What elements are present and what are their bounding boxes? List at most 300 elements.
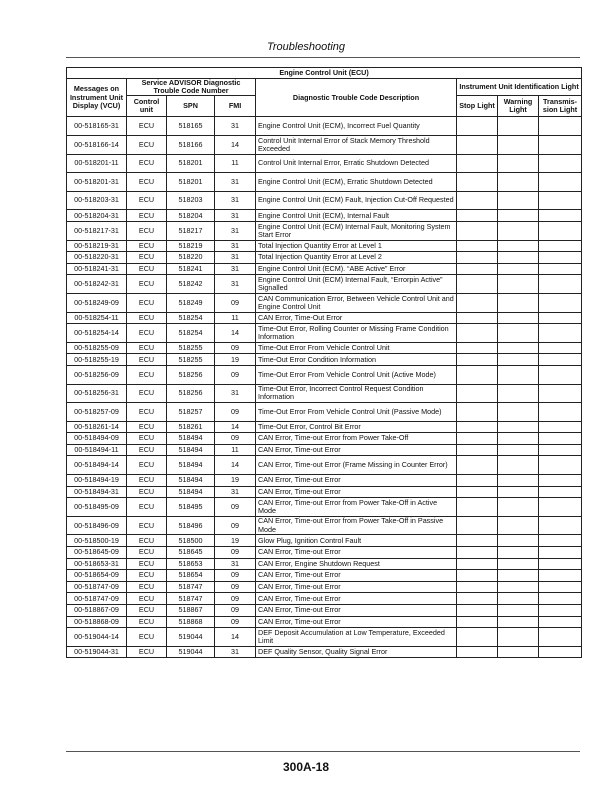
cell-fmi: 11 (215, 444, 256, 456)
cell-transmission-light (539, 136, 582, 155)
cell-stop-light (457, 433, 498, 445)
cell-message-code: 00-518747-09 (67, 581, 127, 593)
cell-warning-light (498, 433, 539, 445)
table-row (67, 456, 582, 475)
cell-spn: 518165 (167, 117, 215, 136)
cell-stop-light (457, 558, 498, 570)
table-row (67, 191, 582, 210)
cell-stop-light (457, 616, 498, 628)
table-row (67, 324, 582, 343)
cell-fmi: 31 (215, 558, 256, 570)
cell-message-code: 00-518219-31 (67, 240, 127, 252)
cell-stop-light (457, 293, 498, 312)
header-control-unit: Control unit (127, 96, 167, 117)
cell-stop-light (457, 486, 498, 498)
cell-warning-light (498, 324, 539, 343)
cell-warning-light (498, 628, 539, 647)
cell-stop-light (457, 154, 498, 173)
header-advisor-group: Service ADVISOR Diagnostic Trouble Code Number (127, 79, 256, 96)
cell-warning-light (498, 403, 539, 422)
cell-control-unit: ECU (127, 616, 167, 628)
cell-transmission-light (539, 444, 582, 456)
table-row (67, 581, 582, 593)
cell-spn: 518496 (167, 516, 215, 535)
table-row (67, 444, 582, 456)
cell-description: CAN Error, Time-out Error from Power Take-Off in Passive Mode (256, 516, 457, 535)
cell-description: CAN Error, Time-out Error (256, 593, 457, 605)
cell-message-code: 00-518254-11 (67, 312, 127, 324)
cell-warning-light (498, 421, 539, 433)
cell-stop-light (457, 421, 498, 433)
cell-control-unit: ECU (127, 154, 167, 173)
cell-fmi: 09 (215, 605, 256, 617)
cell-control-unit: ECU (127, 275, 167, 294)
cell-control-unit: ECU (127, 558, 167, 570)
cell-fmi: 09 (215, 516, 256, 535)
cell-transmission-light (539, 312, 582, 324)
cell-spn: 519044 (167, 646, 215, 658)
cell-transmission-light (539, 646, 582, 658)
table-row (67, 136, 582, 155)
cell-stop-light (457, 498, 498, 517)
cell-transmission-light (539, 293, 582, 312)
header-messages: Messages on Instrument Unit Display (VCU) (67, 79, 127, 117)
cell-stop-light (457, 384, 498, 403)
cell-message-code: 00-518257-09 (67, 403, 127, 422)
cell-message-code: 00-518496-09 (67, 516, 127, 535)
cell-warning-light (498, 221, 539, 240)
cell-control-unit: ECU (127, 444, 167, 456)
cell-warning-light (498, 646, 539, 658)
cell-transmission-light (539, 581, 582, 593)
cell-stop-light (457, 581, 498, 593)
cell-transmission-light (539, 421, 582, 433)
cell-description: CAN Error, Time-out Error (Frame Missing in Counter Error) (256, 456, 457, 475)
cell-transmission-light (539, 628, 582, 647)
cell-message-code: 00-518261-14 (67, 421, 127, 433)
cell-fmi: 14 (215, 324, 256, 343)
cell-message-code: 00-518495-09 (67, 498, 127, 517)
cell-stop-light (457, 191, 498, 210)
cell-message-code: 00-518653-31 (67, 558, 127, 570)
cell-fmi: 09 (215, 547, 256, 559)
cell-description: Engine Control Unit (ECM). “ABE Active” Error (256, 263, 457, 275)
cell-spn: 518219 (167, 240, 215, 252)
table-body (67, 117, 582, 658)
cell-description: CAN Error, Time-Out Error (256, 312, 457, 324)
cell-spn: 518747 (167, 581, 215, 593)
cell-warning-light (498, 384, 539, 403)
cell-message-code: 00-518204-31 (67, 210, 127, 222)
cell-warning-light (498, 210, 539, 222)
cell-fmi: 31 (215, 173, 256, 192)
cell-spn: 518201 (167, 154, 215, 173)
cell-transmission-light (539, 354, 582, 366)
cell-control-unit: ECU (127, 173, 167, 192)
cell-description: Engine Control Unit (ECM) Internal Fault, “Errorpin Active” Signalled (256, 275, 457, 294)
cell-stop-light (457, 535, 498, 547)
table-row (67, 498, 582, 517)
cell-stop-light (457, 173, 498, 192)
cell-description: Total Injection Quantity Error at Level 2 (256, 252, 457, 264)
cell-stop-light (457, 547, 498, 559)
cell-control-unit: ECU (127, 456, 167, 475)
cell-message-code: 00-518255-19 (67, 354, 127, 366)
cell-spn: 518201 (167, 173, 215, 192)
cell-message-code: 00-518254-14 (67, 324, 127, 343)
table-row (67, 570, 582, 582)
cell-spn: 518500 (167, 535, 215, 547)
cell-stop-light (457, 275, 498, 294)
table-row (67, 263, 582, 275)
cell-warning-light (498, 240, 539, 252)
cell-spn: 518494 (167, 475, 215, 487)
cell-warning-light (498, 444, 539, 456)
cell-transmission-light (539, 486, 582, 498)
cell-transmission-light (539, 275, 582, 294)
cell-description: CAN Error, Time-out Error from Power Take-Off in Active Mode (256, 498, 457, 517)
cell-transmission-light (539, 384, 582, 403)
cell-transmission-light (539, 570, 582, 582)
cell-fmi: 14 (215, 421, 256, 433)
cell-description: CAN Error, Time-out Error (256, 581, 457, 593)
cell-control-unit: ECU (127, 312, 167, 324)
table-row (67, 421, 582, 433)
cell-warning-light (498, 342, 539, 354)
cell-transmission-light (539, 221, 582, 240)
cell-warning-light (498, 456, 539, 475)
cell-control-unit: ECU (127, 581, 167, 593)
cell-fmi: 09 (215, 403, 256, 422)
header-stop-light: Stop Light (457, 96, 498, 117)
cell-control-unit: ECU (127, 117, 167, 136)
cell-description: Time-Out Error, Incorrect Control Request Condition Information (256, 384, 457, 403)
cell-control-unit: ECU (127, 486, 167, 498)
cell-message-code: 00-518241-31 (67, 263, 127, 275)
table-row (67, 475, 582, 487)
cell-fmi: 19 (215, 354, 256, 366)
cell-fmi: 31 (215, 646, 256, 658)
header-light-group: Instrument Unit Identification Light (457, 79, 582, 96)
cell-message-code: 00-518201-31 (67, 173, 127, 192)
cell-warning-light (498, 486, 539, 498)
cell-spn: 518494 (167, 456, 215, 475)
cell-stop-light (457, 628, 498, 647)
cell-transmission-light (539, 240, 582, 252)
cell-spn: 518747 (167, 593, 215, 605)
cell-spn: 518204 (167, 210, 215, 222)
table-row (67, 240, 582, 252)
cell-control-unit: ECU (127, 547, 167, 559)
cell-description: DEF Quality Sensor, Quality Signal Error (256, 646, 457, 658)
cell-message-code: 00-518494-14 (67, 456, 127, 475)
cell-fmi: 31 (215, 384, 256, 403)
cell-control-unit: ECU (127, 628, 167, 647)
cell-spn: 518242 (167, 275, 215, 294)
cell-fmi: 31 (215, 117, 256, 136)
table-row (67, 547, 582, 559)
cell-control-unit: ECU (127, 605, 167, 617)
cell-warning-light (498, 498, 539, 517)
cell-description: Total Injection Quantity Error at Level 1 (256, 240, 457, 252)
cell-transmission-light (539, 498, 582, 517)
cell-warning-light (498, 581, 539, 593)
cell-fmi: 14 (215, 628, 256, 647)
cell-message-code: 00-518494-31 (67, 486, 127, 498)
cell-control-unit: ECU (127, 498, 167, 517)
cell-description: CAN Error, Engine Shutdown Request (256, 558, 457, 570)
cell-control-unit: ECU (127, 342, 167, 354)
cell-control-unit: ECU (127, 475, 167, 487)
table-row (67, 221, 582, 240)
cell-description: Engine Control Unit (ECM) Internal Fault, Monitoring System Start Error (256, 221, 457, 240)
table-row (67, 275, 582, 294)
cell-spn: 519044 (167, 628, 215, 647)
cell-message-code: 00-518165-31 (67, 117, 127, 136)
cell-message-code: 00-518494-11 (67, 444, 127, 456)
cell-message-code: 00-518220-31 (67, 252, 127, 264)
cell-warning-light (498, 547, 539, 559)
table-row (67, 403, 582, 422)
table-caption: Engine Control Unit (ECU) (67, 68, 582, 79)
cell-control-unit: ECU (127, 221, 167, 240)
cell-stop-light (457, 593, 498, 605)
cell-message-code: 00-518867-09 (67, 605, 127, 617)
cell-control-unit: ECU (127, 210, 167, 222)
table-row (67, 558, 582, 570)
table-row (67, 433, 582, 445)
cell-warning-light (498, 154, 539, 173)
cell-description: DEF Deposit Accumulation at Low Temperature, Exceeded Limit (256, 628, 457, 647)
cell-description: Engine Control Unit (ECM) Fault, Injection Cut-Off Requested (256, 191, 457, 210)
cell-stop-light (457, 210, 498, 222)
cell-spn: 518256 (167, 384, 215, 403)
cell-message-code: 00-518654-09 (67, 570, 127, 582)
table-row (67, 486, 582, 498)
cell-control-unit: ECU (127, 535, 167, 547)
cell-warning-light (498, 516, 539, 535)
header-description: Diagnostic Trouble Code Description (256, 79, 457, 117)
cell-transmission-light (539, 210, 582, 222)
cell-warning-light (498, 605, 539, 617)
cell-control-unit: ECU (127, 433, 167, 445)
cell-warning-light (498, 535, 539, 547)
cell-message-code: 00-518166-14 (67, 136, 127, 155)
cell-warning-light (498, 354, 539, 366)
cell-warning-light (498, 252, 539, 264)
cell-control-unit: ECU (127, 646, 167, 658)
cell-stop-light (457, 456, 498, 475)
cell-spn: 518254 (167, 324, 215, 343)
cell-stop-light (457, 324, 498, 343)
table-row (67, 117, 582, 136)
cell-transmission-light (539, 403, 582, 422)
cell-control-unit: ECU (127, 354, 167, 366)
table-row (67, 312, 582, 324)
cell-fmi: 09 (215, 593, 256, 605)
cell-message-code: 00-518201-11 (67, 154, 127, 173)
cell-spn: 518257 (167, 403, 215, 422)
table-row (67, 354, 582, 366)
cell-description: Time-Out Error From Vehicle Control Unit (256, 342, 457, 354)
cell-transmission-light (539, 342, 582, 354)
cell-stop-light (457, 252, 498, 264)
cell-stop-light (457, 263, 498, 275)
table-row (67, 154, 582, 173)
cell-transmission-light (539, 605, 582, 617)
cell-spn: 518494 (167, 444, 215, 456)
cell-stop-light (457, 403, 498, 422)
cell-transmission-light (539, 173, 582, 192)
cell-transmission-light (539, 117, 582, 136)
cell-stop-light (457, 136, 498, 155)
cell-fmi: 31 (215, 275, 256, 294)
cell-description: Time-Out Error From Vehicle Control Unit (Passive Mode) (256, 403, 457, 422)
cell-stop-light (457, 570, 498, 582)
cell-transmission-light (539, 475, 582, 487)
cell-transmission-light (539, 535, 582, 547)
cell-spn: 518203 (167, 191, 215, 210)
header-transmission-light: Transmis- sion Light (539, 96, 582, 117)
cell-stop-light (457, 516, 498, 535)
cell-message-code: 00-518494-09 (67, 433, 127, 445)
cell-description: CAN Error, Time-out Error (256, 570, 457, 582)
cell-description: Engine Control Unit (ECM), Erratic Shutdown Detected (256, 173, 457, 192)
cell-fmi: 09 (215, 342, 256, 354)
cell-stop-light (457, 475, 498, 487)
cell-spn: 518249 (167, 293, 215, 312)
cell-stop-light (457, 342, 498, 354)
cell-description: CAN Error, Time-out Error (256, 605, 457, 617)
cell-fmi: 11 (215, 312, 256, 324)
cell-transmission-light (539, 263, 582, 275)
cell-control-unit: ECU (127, 516, 167, 535)
cell-message-code: 00-518255-09 (67, 342, 127, 354)
header-warning-light: Warning Light (498, 96, 539, 117)
cell-control-unit: ECU (127, 191, 167, 210)
cell-fmi: 09 (215, 581, 256, 593)
cell-warning-light (498, 173, 539, 192)
table-row (67, 173, 582, 192)
cell-spn: 518255 (167, 354, 215, 366)
cell-transmission-light (539, 593, 582, 605)
cell-description: CAN Error, Time-out Error (256, 486, 457, 498)
cell-message-code: 00-518494-19 (67, 475, 127, 487)
table-row (67, 342, 582, 354)
cell-message-code: 00-518645-09 (67, 547, 127, 559)
cell-description: Engine Control Unit (ECM), Incorrect Fuel Quantity (256, 117, 457, 136)
cell-fmi: 31 (215, 240, 256, 252)
cell-description: Control Unit Internal Error of Stack Memory Threshold Exceeded (256, 136, 457, 155)
cell-description: Control Unit Internal Error, Erratic Shutdown Detected (256, 154, 457, 173)
cell-warning-light (498, 570, 539, 582)
cell-spn: 518255 (167, 342, 215, 354)
cell-stop-light (457, 117, 498, 136)
cell-message-code: 00-518256-31 (67, 384, 127, 403)
footer-rule (66, 751, 580, 752)
cell-description: CAN Error, Time-out Error (256, 475, 457, 487)
cell-message-code: 00-519044-14 (67, 628, 127, 647)
table-row (67, 605, 582, 617)
cell-transmission-light (539, 252, 582, 264)
cell-control-unit: ECU (127, 324, 167, 343)
page-number: 300A-18 (282, 760, 330, 774)
table-row (67, 252, 582, 264)
cell-description: CAN Error, Time-out Error from Power Take-Off (256, 433, 457, 445)
cell-transmission-light (539, 558, 582, 570)
cell-message-code: 00-518203-31 (67, 191, 127, 210)
cell-transmission-light (539, 456, 582, 475)
cell-fmi: 09 (215, 498, 256, 517)
cell-description: Time-Out Error Condition Information (256, 354, 457, 366)
table-row (67, 593, 582, 605)
cell-spn: 518217 (167, 221, 215, 240)
cell-control-unit: ECU (127, 570, 167, 582)
cell-description: CAN Communication Error, Between Vehicle Control Unit and Engine Control Unit (256, 293, 457, 312)
header-spn: SPN (167, 96, 215, 117)
cell-message-code: 00-518249-09 (67, 293, 127, 312)
cell-stop-light (457, 221, 498, 240)
cell-spn: 518166 (167, 136, 215, 155)
cell-description: Engine Control Unit (ECM), Internal Fault (256, 210, 457, 222)
table-row (67, 516, 582, 535)
cell-warning-light (498, 558, 539, 570)
cell-message-code: 00-518242-31 (67, 275, 127, 294)
cell-stop-light (457, 365, 498, 384)
cell-spn: 518494 (167, 433, 215, 445)
table-row (67, 616, 582, 628)
cell-fmi: 09 (215, 293, 256, 312)
table-row (67, 293, 582, 312)
cell-message-code: 00-518217-31 (67, 221, 127, 240)
cell-stop-light (457, 605, 498, 617)
cell-description: Time-Out Error, Control Bit Error (256, 421, 457, 433)
cell-transmission-light (539, 516, 582, 535)
table-row (67, 365, 582, 384)
cell-fmi: 31 (215, 210, 256, 222)
cell-control-unit: ECU (127, 263, 167, 275)
page-header-title: Troubleshooting (266, 41, 346, 53)
dtc-table (66, 67, 582, 658)
cell-description: CAN Error, Time-out Error (256, 547, 457, 559)
cell-fmi: 31 (215, 486, 256, 498)
cell-control-unit: ECU (127, 293, 167, 312)
cell-fmi: 09 (215, 433, 256, 445)
cell-control-unit: ECU (127, 240, 167, 252)
cell-warning-light (498, 475, 539, 487)
table-row (67, 628, 582, 647)
cell-description: Time-Out Error From Vehicle Control Unit (Active Mode) (256, 365, 457, 384)
cell-spn: 518654 (167, 570, 215, 582)
cell-warning-light (498, 616, 539, 628)
cell-control-unit: ECU (127, 384, 167, 403)
cell-spn: 518867 (167, 605, 215, 617)
cell-spn: 518241 (167, 263, 215, 275)
cell-control-unit: ECU (127, 252, 167, 264)
cell-spn: 518254 (167, 312, 215, 324)
cell-message-code: 00-518500-19 (67, 535, 127, 547)
cell-warning-light (498, 191, 539, 210)
cell-spn: 518645 (167, 547, 215, 559)
table-row (67, 210, 582, 222)
cell-stop-light (457, 444, 498, 456)
cell-control-unit: ECU (127, 593, 167, 605)
cell-fmi: 11 (215, 154, 256, 173)
cell-fmi: 19 (215, 535, 256, 547)
cell-transmission-light (539, 547, 582, 559)
cell-message-code: 00-519044-31 (67, 646, 127, 658)
cell-message-code: 00-518868-09 (67, 616, 127, 628)
